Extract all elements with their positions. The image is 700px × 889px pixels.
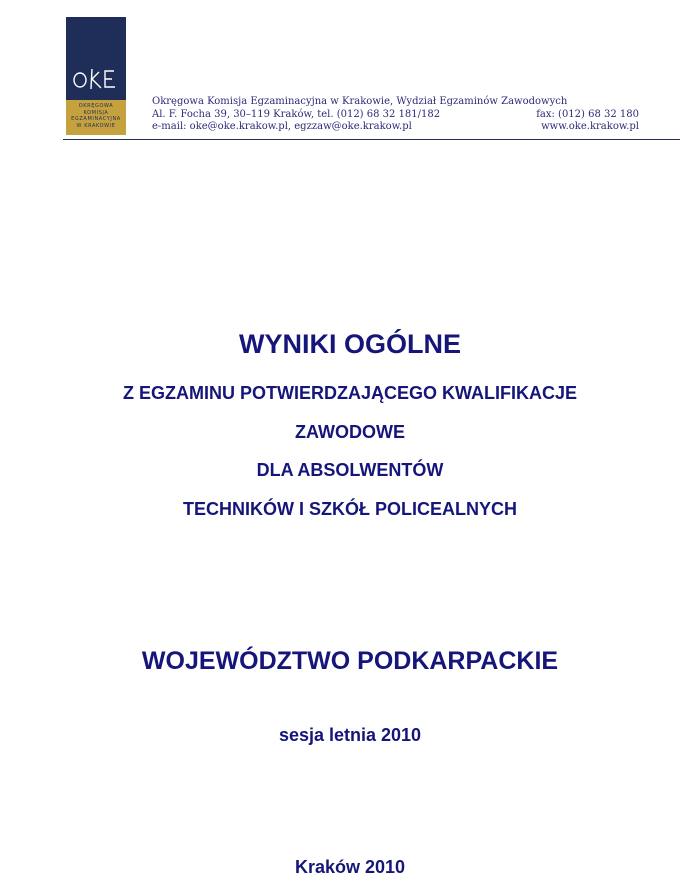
website-address: www.oke.krakow.pl bbox=[541, 121, 639, 132]
institution-name: Okręgowa Komisja Egzaminacyjna w Krakowie, Wydział Egzaminów Zawodowych bbox=[152, 96, 568, 107]
header-line-address bbox=[152, 109, 639, 122]
oke-logo bbox=[66, 17, 126, 135]
title-subline-3: DLA ABSOLWENTÓW bbox=[256, 460, 444, 480]
header-line-institution bbox=[152, 96, 639, 109]
logo-caption-line: EGZAMINACYJNA bbox=[71, 116, 121, 122]
session-label: sesja letnia 2010 bbox=[278, 725, 422, 745]
title-subline-4: TECHNIKÓW I SZKÓŁ POLICEALNYCH bbox=[183, 499, 517, 519]
title-subline-2: ZAWODOWE bbox=[295, 422, 405, 442]
logo-caption-line: OKRĘGOWA bbox=[78, 103, 114, 109]
oke-logo-mark bbox=[66, 17, 126, 100]
fax-number: fax: (012) 68 32 180 bbox=[536, 108, 639, 120]
institution-header bbox=[152, 96, 639, 134]
place-and-year: Kraków 2010 bbox=[294, 857, 406, 877]
logo-caption-line: W KRAKOWIE bbox=[76, 122, 116, 129]
email-addresses: e-mail: oke@oke.krakow.pl, egzzaw@oke.krakow.pl bbox=[152, 121, 412, 132]
document-title: WYNIKI OGÓLNE bbox=[239, 329, 461, 359]
header-line-contact bbox=[152, 121, 639, 134]
region-heading: WOJEWÓDZTWO PODKARPACKIE bbox=[141, 647, 559, 675]
title-subline-1: Z EGZAMINU POTWIERDZAJĄCEGO KWALIFIKACJE bbox=[123, 383, 577, 403]
address-phone: Al. F. Focha 39, 30–119 Kraków, tel. (012) 68 32 181/182 bbox=[152, 108, 441, 120]
logo-caption-line: KOMISJA bbox=[83, 109, 109, 116]
logo-caption bbox=[66, 103, 126, 129]
header-divider bbox=[63, 139, 680, 140]
